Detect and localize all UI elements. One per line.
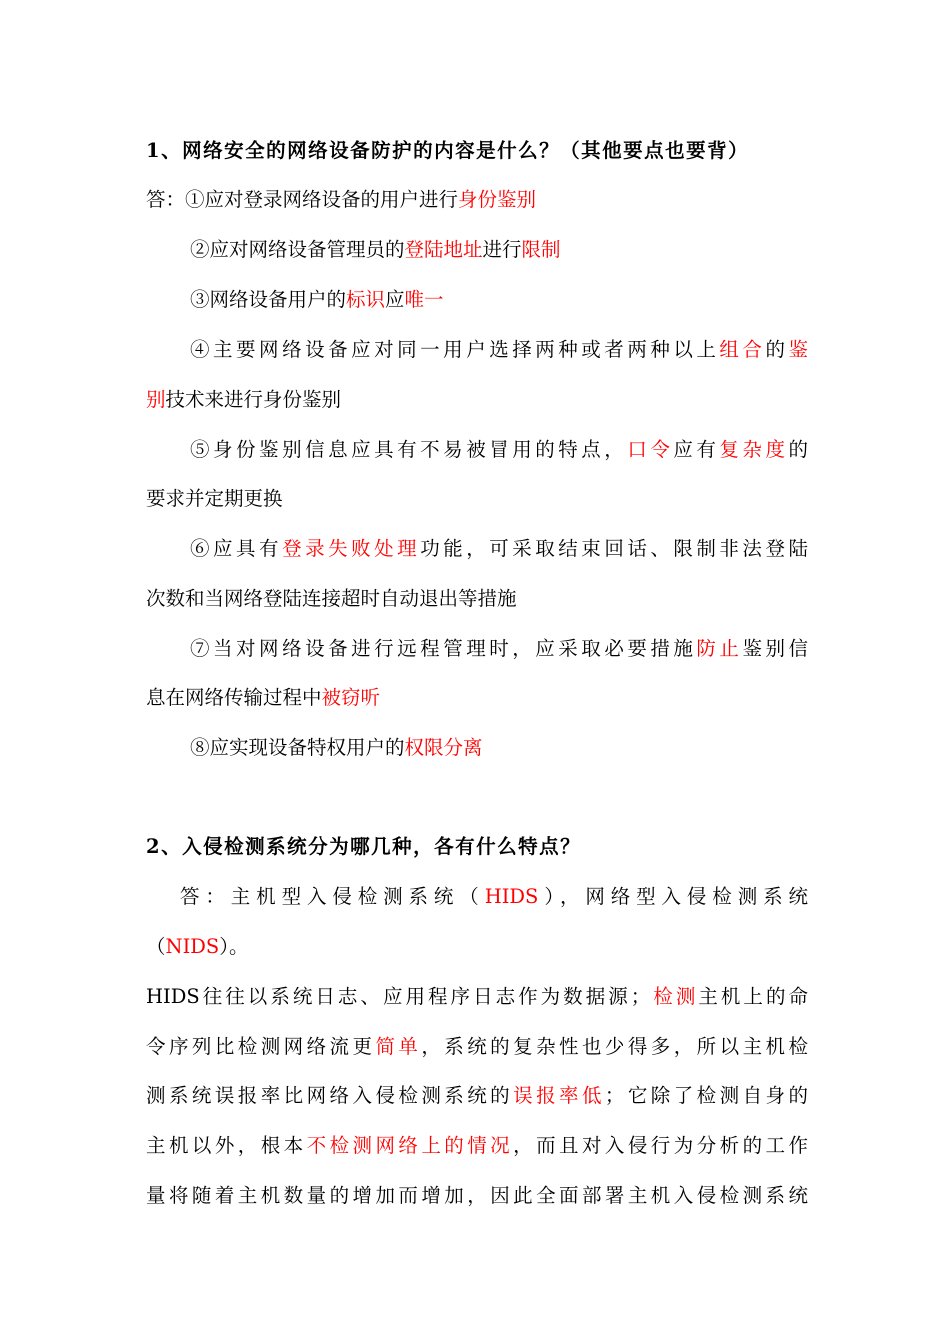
highlighted-keyword: 口令: [627, 438, 674, 461]
text-run: ）。: [219, 935, 249, 958]
text-run: ③网络设备用户的: [190, 288, 347, 311]
highlighted-keyword: 检测: [650, 985, 699, 1008]
q1-item-3: [190, 286, 808, 314]
text-run: 答：主机型入侵检测系统（: [180, 885, 485, 908]
text-run: 进行: [482, 238, 522, 261]
text-run: 主机以外，根本: [146, 1134, 307, 1157]
text-run: ⑥应具有: [190, 537, 283, 560]
q2-paragraph-line-5: [146, 1182, 808, 1210]
text-run: 功能，可采取结束回话、限制非法登陆: [420, 537, 808, 560]
highlighted-keyword: 不检测网络上的情况: [306, 1134, 514, 1157]
highlighted-keyword: 误报率低: [513, 1084, 605, 1107]
q1-item-1: [185, 188, 536, 211]
highlighted-keyword: 简单: [375, 1035, 422, 1058]
highlighted-keyword: HIDS: [484, 885, 539, 908]
text-run: HIDS往往以系统日志、应用程序日志作为数据源；: [146, 985, 651, 1008]
text-run: 测系统误报率比网络入侵检测系统的: [146, 1084, 514, 1107]
text-run: 的: [788, 438, 808, 461]
q1-item-6: [190, 535, 808, 563]
q1-title: 1、网络安全的网络设备防护的内容是什么？（其他要点也要背）: [146, 139, 750, 162]
answer-label: 答：: [146, 188, 186, 211]
text-run: 次数和当网络登陆连接超时自动退出等措施: [146, 587, 517, 610]
highlighted-keyword: 复杂度: [719, 438, 789, 461]
highlighted-keyword: 组合: [719, 338, 766, 361]
q1-item-7-continued: [146, 684, 808, 712]
highlighted-keyword: 别: [146, 388, 166, 411]
q1-item-5-continued: [146, 485, 808, 513]
text-run: ），网络型入侵检测系统: [538, 885, 808, 908]
text-run: 应有: [673, 438, 720, 461]
highlighted-keyword: 防止: [696, 637, 743, 660]
text-run: 技术来进行身份鉴别: [165, 388, 342, 411]
q1-item-7: [190, 635, 808, 663]
text-run: ⑧应实现设备特权用户的: [190, 736, 405, 759]
text-run: 息在网络传输过程中: [146, 686, 322, 709]
highlighted-keyword: 权限分离: [404, 736, 483, 759]
q2-answer-line-2: [146, 933, 808, 961]
text-run: 主机上的命: [698, 985, 808, 1008]
highlighted-keyword: NIDS: [165, 935, 220, 958]
highlighted-keyword: 限制: [521, 238, 561, 261]
q2-title: 2、入侵检测系统分为哪几种，各有什么特点？: [146, 835, 582, 858]
text-run: ，而且对入侵行为分析的工作: [513, 1134, 808, 1157]
q1-item-2: [190, 236, 808, 264]
q2-paragraph-line-2: [146, 1033, 808, 1061]
text-run: 鉴别信: [742, 637, 808, 660]
text-run: ②应对网络设备管理员的: [190, 238, 405, 261]
text-run: 应: [385, 288, 405, 311]
text-run: 令序列比检测网络流更: [146, 1035, 376, 1058]
text-run: ⑤身份鉴别信息应具有不易被冒用的特点，: [190, 438, 628, 461]
q1-item-5: [190, 436, 808, 464]
text-run: ④主要网络设备应对同一用户选择两种或者两种以上: [190, 338, 720, 361]
highlighted-keyword: 鉴: [788, 338, 808, 361]
text-run: ①应对登录网络设备的用户进行: [185, 188, 459, 211]
highlighted-keyword: 登陆地址: [404, 238, 483, 261]
highlighted-keyword: 身份鉴别: [458, 188, 537, 211]
text-run: （: [146, 935, 166, 958]
q2-paragraph-line-4: [146, 1132, 808, 1160]
q1-answer-line-1: [146, 186, 808, 214]
text-run: 的: [765, 338, 789, 361]
text-run: 量将随着主机数量的增加而增加，因此全面部署主机入侵检测系统: [146, 1184, 808, 1207]
text-run: ，系统的复杂性也少得多，所以主机检: [421, 1035, 808, 1058]
q1-item-4-continued: [146, 386, 808, 414]
highlighted-keyword: 被窃听: [321, 686, 381, 709]
q1-item-4: [190, 336, 808, 364]
highlighted-keyword: 标识: [346, 288, 386, 311]
q2-paragraph-line-3: [146, 1082, 808, 1110]
highlighted-keyword: 唯一: [404, 288, 444, 311]
text-run: ；它除了检测自身的: [604, 1084, 808, 1107]
q1-item-8: [190, 734, 808, 762]
text-run: ⑦当对网络设备进行远程管理时，应采取必要措施: [190, 637, 697, 660]
q2-paragraph-line-1: [146, 983, 808, 1011]
q1-item-6-continued: [146, 585, 808, 613]
text-run: 要求并定期更换: [146, 487, 283, 510]
q2-answer-line-1: [180, 883, 808, 911]
highlighted-keyword: 登录失败处理: [282, 537, 421, 560]
